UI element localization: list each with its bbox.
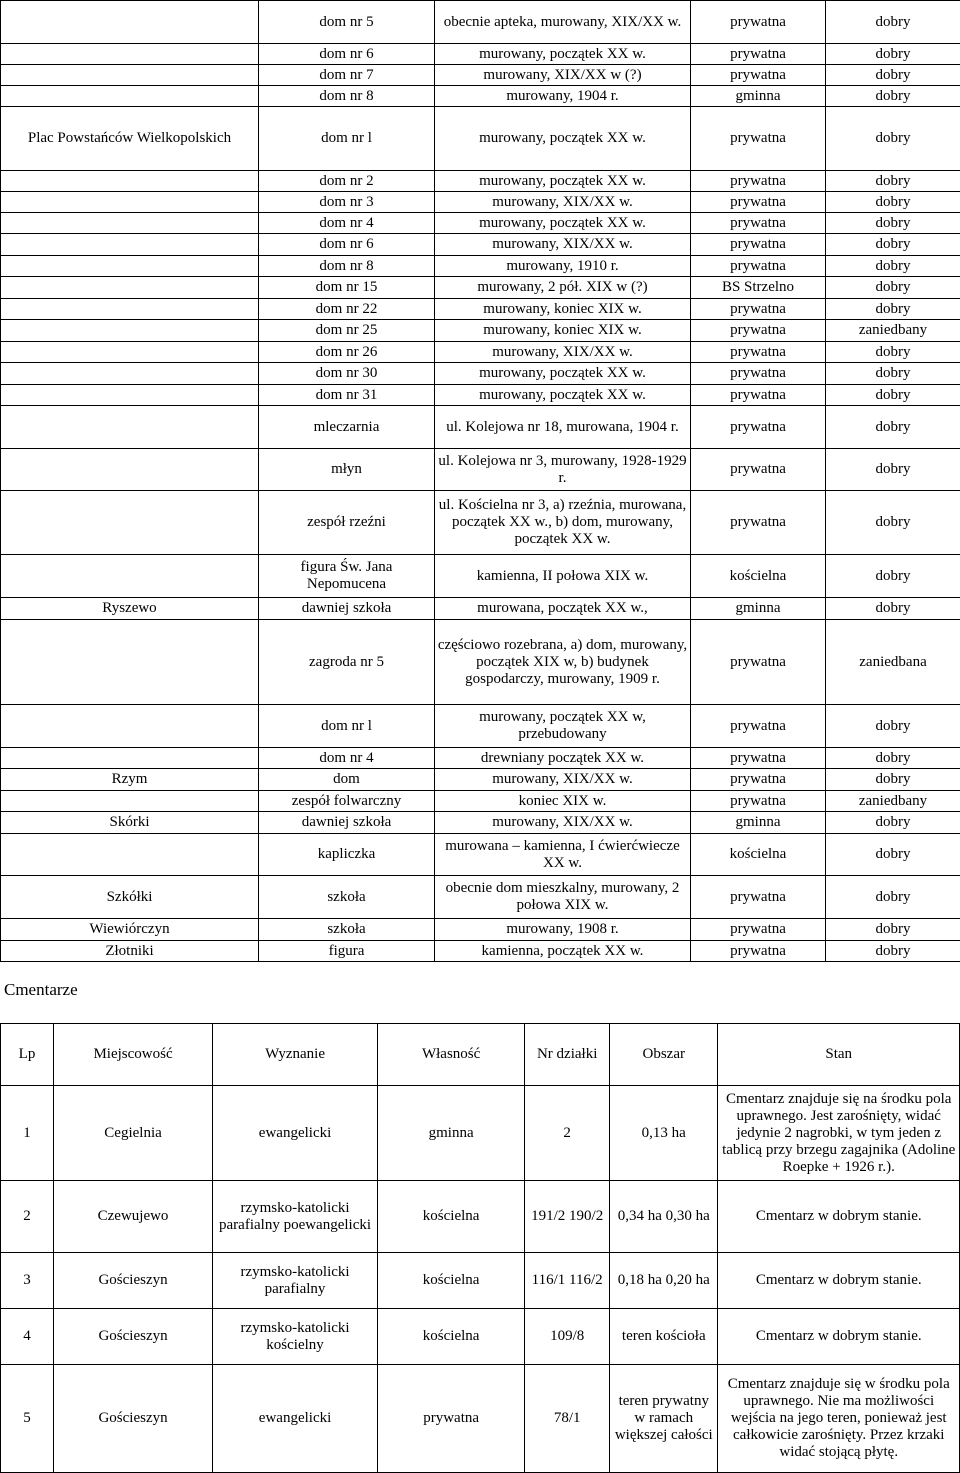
condition-cell: dobry [826, 299, 960, 320]
object-cell: dom nr 25 [259, 320, 435, 342]
description-cell: ul. Kolejowa nr 3, murowany, 1928-1929 r. [435, 449, 691, 491]
table-row [1, 320, 960, 342]
object-cell: dom nr l [259, 107, 435, 171]
place-cell: Cegielnia [54, 1086, 213, 1181]
ownership-cell: prywatna [691, 449, 826, 491]
table-row [1, 705, 960, 748]
table-row [1, 65, 960, 86]
object-cell: zespół rzeźni [259, 491, 435, 555]
description-cell: murowany, koniec XIX w. [435, 299, 691, 320]
condition-cell: Cmentarz w dobrym stanie. [718, 1181, 960, 1253]
cemeteries-heading: Cmentarze [4, 980, 78, 1000]
condition-cell: dobry [826, 491, 960, 555]
ownership-cell: prywatna [691, 65, 826, 86]
description-cell: murowany, początek XX w. [435, 44, 691, 65]
description-cell: murowany, koniec XIX w. [435, 320, 691, 342]
condition-cell: zaniedbany [826, 320, 960, 342]
cemeteries-header-row [1, 1024, 960, 1086]
table-row [1, 1309, 960, 1365]
description-cell: murowany, XIX/XX w. [435, 342, 691, 363]
table-row [1, 491, 960, 555]
condition-cell: dobry [826, 234, 960, 256]
plot-cell: 2 [525, 1086, 610, 1181]
ownership-cell: BS Strzelno [691, 277, 826, 299]
place-cell [1, 44, 259, 65]
description-cell: murowana, początek XX w., [435, 598, 691, 620]
ownership-cell: kościelna [378, 1253, 525, 1309]
cemeteries-table-body [1, 1086, 960, 1473]
table-row [1, 385, 960, 406]
place-cell [1, 555, 259, 598]
header-stan: Stan [718, 1024, 960, 1086]
condition-cell: dobry [826, 705, 960, 748]
place-cell [1, 449, 259, 491]
condition-cell: Cmentarz znajduje się na środku pola uprawnego. Jest zarośnięty, widać jedynie 2 nagrobki, w tym jeden z tablicą przy brzegu zagajnika (Adoline Roepke + 1926 r.). [718, 1086, 960, 1181]
object-cell: szkoła [259, 919, 435, 941]
ownership-cell: prywatna [691, 406, 826, 449]
header-obszar: Obszar [610, 1024, 718, 1086]
table-row [1, 876, 960, 919]
condition-cell: dobry [826, 449, 960, 491]
ownership-cell: prywatna [691, 620, 826, 705]
header-miejscowosc: Miejscowość [54, 1024, 213, 1086]
description-cell: murowany, początek XX w. [435, 107, 691, 171]
table-row [1, 213, 960, 234]
place-cell [1, 1, 259, 44]
object-cell: dom nr 3 [259, 192, 435, 213]
table-row [1, 406, 960, 449]
object-cell: szkoła [259, 876, 435, 919]
ownership-cell: prywatna [691, 107, 826, 171]
place-cell [1, 406, 259, 449]
table-row [1, 834, 960, 876]
place-cell: Wiewiórczyn [1, 919, 259, 941]
condition-cell: dobry [826, 598, 960, 620]
condition-cell: dobry [826, 256, 960, 277]
table-row [1, 769, 960, 791]
object-cell: kapliczka [259, 834, 435, 876]
object-cell: dom nr 22 [259, 299, 435, 320]
condition-cell: dobry [826, 919, 960, 941]
description-cell: murowany, początek XX w. [435, 385, 691, 406]
place-cell [1, 385, 259, 406]
place-cell: Ryszewo [1, 598, 259, 620]
description-cell: ul. Kolejowa nr 18, murowana, 1904 r. [435, 406, 691, 449]
description-cell: murowany, XIX/XX w (?) [435, 65, 691, 86]
object-cell: figura Św. Jana Nepomucena [259, 555, 435, 598]
condition-cell: Cmentarz w dobrym stanie. [718, 1309, 960, 1365]
cemeteries-table [0, 1023, 960, 1473]
place-cell [1, 834, 259, 876]
table-row [1, 277, 960, 299]
object-cell: dom nr 30 [259, 363, 435, 385]
table-row [1, 1253, 960, 1309]
place-cell [1, 256, 259, 277]
ownership-cell: prywatna [691, 171, 826, 192]
ownership-cell: prywatna [691, 941, 826, 962]
ownership-cell: prywatna [691, 769, 826, 791]
condition-cell: dobry [826, 748, 960, 769]
condition-cell: dobry [826, 44, 960, 65]
condition-cell: dobry [826, 555, 960, 598]
table-row [1, 919, 960, 941]
table-row [1, 192, 960, 213]
condition-cell: dobry [826, 86, 960, 107]
condition-cell: dobry [826, 385, 960, 406]
ownership-cell: prywatna [691, 234, 826, 256]
object-cell: dom nr 8 [259, 256, 435, 277]
place-cell: Złotniki [1, 941, 259, 962]
table-row [1, 555, 960, 598]
ownership-cell: prywatna [691, 385, 826, 406]
area-cell: 0,34 ha 0,30 ha [610, 1181, 718, 1253]
ownership-cell: prywatna [691, 363, 826, 385]
ownership-cell: prywatna [691, 876, 826, 919]
description-cell: obecnie dom mieszkalny, murowany, 2 połowa XIX w. [435, 876, 691, 919]
table-row [1, 234, 960, 256]
place-cell [1, 65, 259, 86]
object-cell: dom nr l [259, 705, 435, 748]
place-cell [1, 363, 259, 385]
denomination-cell: ewangelicki [213, 1365, 378, 1473]
condition-cell: dobry [826, 277, 960, 299]
condition-cell: dobry [826, 876, 960, 919]
condition-cell: dobry [826, 192, 960, 213]
lp-cell: 4 [1, 1309, 54, 1365]
objects-table-body [1, 1, 960, 962]
header-lp: Lp [1, 1024, 54, 1086]
place-cell [1, 620, 259, 705]
description-cell: murowany, XIX/XX w. [435, 769, 691, 791]
description-cell: murowany, 1910 r. [435, 256, 691, 277]
header-nr-dzialki: Nr działki [525, 1024, 610, 1086]
description-cell: częściowo rozebrana, a) dom, murowany, początek XIX w, b) budynek gospodarczy, murowany, 1909 r. [435, 620, 691, 705]
ownership-cell: prywatna [691, 791, 826, 812]
description-cell: murowany, początek XX w. [435, 363, 691, 385]
condition-cell: dobry [826, 107, 960, 171]
area-cell: 0,13 ha [610, 1086, 718, 1181]
ownership-cell: prywatna [691, 213, 826, 234]
ownership-cell: prywatna [691, 748, 826, 769]
object-cell: dawniej szkoła [259, 812, 435, 834]
table-row [1, 256, 960, 277]
place-cell: Gościeszyn [54, 1253, 213, 1309]
denomination-cell: rzymsko-katolicki parafialny [213, 1253, 378, 1309]
description-cell: murowany, XIX/XX w. [435, 192, 691, 213]
description-cell: koniec XIX w. [435, 791, 691, 812]
table-row [1, 86, 960, 107]
object-cell: dom nr 4 [259, 213, 435, 234]
place-cell [1, 234, 259, 256]
object-cell: dom nr 5 [259, 1, 435, 44]
object-cell: zagroda nr 5 [259, 620, 435, 705]
object-cell: dom nr 4 [259, 748, 435, 769]
ownership-cell: gminna [691, 598, 826, 620]
place-cell [1, 748, 259, 769]
place-cell: Gościeszyn [54, 1365, 213, 1473]
place-cell [1, 299, 259, 320]
object-cell: dom nr 7 [259, 65, 435, 86]
ownership-cell: gminna [691, 812, 826, 834]
ownership-cell: prywatna [691, 256, 826, 277]
description-cell: murowany, 1908 r. [435, 919, 691, 941]
object-cell: dom nr 6 [259, 234, 435, 256]
condition-cell: zaniedbana [826, 620, 960, 705]
description-cell: murowany, XIX/XX w. [435, 234, 691, 256]
place-cell: Szkółki [1, 876, 259, 919]
description-cell: ul. Kościelna nr 3, a) rzeźnia, murowana, początek XX w., b) dom, murowany, początek XX w. [435, 491, 691, 555]
condition-cell: dobry [826, 65, 960, 86]
denomination-cell: rzymsko-katolicki parafialny poewangelicki [213, 1181, 378, 1253]
object-cell: mleczarnia [259, 406, 435, 449]
table-row [1, 812, 960, 834]
place-cell [1, 171, 259, 192]
area-cell: 0,18 ha 0,20 ha [610, 1253, 718, 1309]
table-row [1, 620, 960, 705]
plot-cell: 109/8 [525, 1309, 610, 1365]
table-row [1, 449, 960, 491]
object-cell: dom nr 8 [259, 86, 435, 107]
table-row [1, 342, 960, 363]
description-cell: murowany, 1904 r. [435, 86, 691, 107]
object-cell: dawniej szkoła [259, 598, 435, 620]
place-cell [1, 705, 259, 748]
description-cell: kamienna, II połowa XIX w. [435, 555, 691, 598]
table-row [1, 299, 960, 320]
place-cell [1, 277, 259, 299]
object-cell: dom nr 31 [259, 385, 435, 406]
condition-cell: dobry [826, 941, 960, 962]
table-row [1, 363, 960, 385]
object-cell: figura [259, 941, 435, 962]
lp-cell: 3 [1, 1253, 54, 1309]
ownership-cell: kościelna [378, 1181, 525, 1253]
place-cell [1, 320, 259, 342]
description-cell: drewniany początek XX w. [435, 748, 691, 769]
ownership-cell: prywatna [691, 705, 826, 748]
place-cell: Skórki [1, 812, 259, 834]
ownership-cell: prywatna [691, 299, 826, 320]
place-cell: Gościeszyn [54, 1309, 213, 1365]
condition-cell: dobry [826, 342, 960, 363]
table-row [1, 748, 960, 769]
condition-cell: zaniedbany [826, 791, 960, 812]
place-cell [1, 192, 259, 213]
ownership-cell: prywatna [691, 44, 826, 65]
table-row [1, 107, 960, 171]
denomination-cell: rzymsko-katolicki kościelny [213, 1309, 378, 1365]
table-row [1, 171, 960, 192]
lp-cell: 2 [1, 1181, 54, 1253]
ownership-cell: gminna [378, 1086, 525, 1181]
place-cell [1, 213, 259, 234]
description-cell: murowany, początek XX w, przebudowany [435, 705, 691, 748]
table-row [1, 941, 960, 962]
plot-cell: 191/2 190/2 [525, 1181, 610, 1253]
ownership-cell: prywatna [691, 491, 826, 555]
description-cell: murowana – kamienna, I ćwierćwiecze XX w. [435, 834, 691, 876]
description-cell: murowany, 2 pół. XIX w (?) [435, 277, 691, 299]
ownership-cell: kościelna [691, 555, 826, 598]
table-row [1, 791, 960, 812]
condition-cell: dobry [826, 834, 960, 876]
condition-cell: dobry [826, 769, 960, 791]
lp-cell: 1 [1, 1086, 54, 1181]
place-cell: Czewujewo [54, 1181, 213, 1253]
condition-cell: dobry [826, 171, 960, 192]
place-cell [1, 791, 259, 812]
description-cell: murowany, XIX/XX w. [435, 812, 691, 834]
ownership-cell: prywatna [378, 1365, 525, 1473]
table-row [1, 598, 960, 620]
condition-cell: Cmentarz w dobrym stanie. [718, 1253, 960, 1309]
table-row [1, 1086, 960, 1181]
lp-cell: 5 [1, 1365, 54, 1473]
header-wyznanie: Wyznanie [213, 1024, 378, 1086]
condition-cell: dobry [826, 363, 960, 385]
ownership-cell: prywatna [691, 919, 826, 941]
ownership-cell: prywatna [691, 1, 826, 44]
header-wlasnosc: Własność [378, 1024, 525, 1086]
object-cell: dom nr 2 [259, 171, 435, 192]
object-cell: dom [259, 769, 435, 791]
table-row [1, 44, 960, 65]
plot-cell: 116/1 116/2 [525, 1253, 610, 1309]
place-cell [1, 491, 259, 555]
object-cell: dom nr 6 [259, 44, 435, 65]
description-cell: murowany, początek XX w. [435, 213, 691, 234]
ownership-cell: kościelna [691, 834, 826, 876]
condition-cell: dobry [826, 213, 960, 234]
ownership-cell: gminna [691, 86, 826, 107]
condition-cell: dobry [826, 406, 960, 449]
place-cell: Rzym [1, 769, 259, 791]
ownership-cell: prywatna [691, 192, 826, 213]
plot-cell: 78/1 [525, 1365, 610, 1473]
table-row [1, 1365, 960, 1473]
object-cell: zespół folwarczny [259, 791, 435, 812]
condition-cell: dobry [826, 1, 960, 44]
area-cell: teren kościoła [610, 1309, 718, 1365]
denomination-cell: ewangelicki [213, 1086, 378, 1181]
ownership-cell: kościelna [378, 1309, 525, 1365]
table-row [1, 1, 960, 44]
object-cell: młyn [259, 449, 435, 491]
place-cell [1, 86, 259, 107]
condition-cell: Cmentarz znajduje się w środku pola uprawnego. Nie ma możliwości wejścia na jego teren, ponieważ jest całkowicie zarośnięty. Przez krzaki widać stojącą płytę. [718, 1365, 960, 1473]
description-cell: obecnie apteka, murowany, XIX/XX w. [435, 1, 691, 44]
place-cell [1, 342, 259, 363]
ownership-cell: prywatna [691, 342, 826, 363]
area-cell: teren prywatny w ramach większej całości [610, 1365, 718, 1473]
description-cell: murowany, początek XX w. [435, 171, 691, 192]
object-cell: dom nr 15 [259, 277, 435, 299]
description-cell: kamienna, początek XX w. [435, 941, 691, 962]
ownership-cell: prywatna [691, 320, 826, 342]
object-cell: dom nr 26 [259, 342, 435, 363]
table-row [1, 1181, 960, 1253]
condition-cell: dobry [826, 812, 960, 834]
place-cell: Plac Powstańców Wielkopolskich [1, 107, 259, 171]
